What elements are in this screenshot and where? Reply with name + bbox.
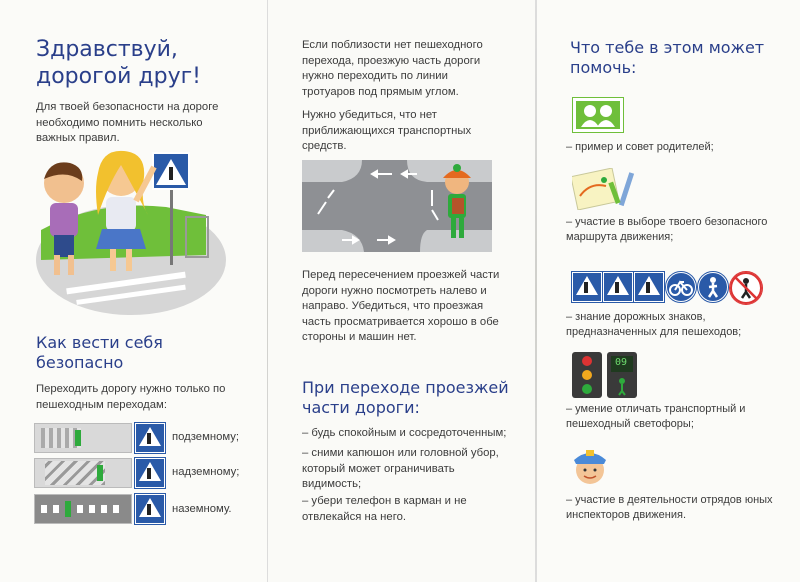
no-crossing-text: Если поблизости нет пешеходного перехода, проезжую часть дороги нужно переходить по линии тротуаров под прямым углом.: [302, 39, 483, 98]
greeting-line-1: Здравствуй,: [36, 37, 178, 62]
parents-icon: [572, 97, 624, 133]
middle-panel: [268, 0, 536, 582]
pedestrian-crossing-sign-icon: [572, 272, 602, 302]
help-item-route: – участие в выборе твоего безопасного маршрута движения;: [566, 216, 768, 243]
route-map-icon: [572, 168, 644, 210]
overpass-sign-icon: [634, 272, 664, 302]
crossing-label-underground: подземному;: [172, 431, 240, 443]
ground-crossing-image: [34, 494, 132, 524]
safety-title-line-2: безопасно: [36, 353, 124, 372]
look-both-ways-text: Перед пересечением проезжей части дороги нужно посмотреть налево и направо. Убедиться, что проезжая часть просматривается хорошо в обе стороны и машин нет.: [302, 269, 500, 343]
overpass-crossing-image: [34, 458, 132, 488]
help-item-lights: – умение отличать транспортный и пешеходный светофоры;: [566, 403, 746, 430]
greeting-title: [36, 36, 201, 90]
crossing-label-ground: наземному.: [172, 503, 232, 515]
crossing-rules-title: [302, 378, 509, 418]
greeting-line-2: дорогой друг!: [36, 64, 201, 89]
road-crossing-illustration: [302, 160, 492, 252]
help-item-signs: – знание дорожных знаков, предназначенных для пешеходов;: [566, 311, 742, 338]
safety-title-line-1: Как вести себя: [36, 333, 163, 352]
help-title-line-2: помочь:: [570, 58, 637, 77]
kids-illustration: [36, 145, 226, 315]
underground-crossing-sign-icon: [135, 423, 165, 453]
rule-bullet-2: – сними капюшон или головной убор, который может ограничивать видимость;: [302, 447, 499, 490]
left-panel: [0, 0, 268, 582]
pedestrian-figure: [65, 501, 71, 517]
crossing-label-overpass: надземному;: [172, 466, 240, 478]
right-panel: [536, 0, 800, 582]
underpass-sign-icon: [603, 272, 633, 302]
help-item-parents: – пример и совет родителей;: [566, 141, 714, 153]
no-pedestrians-sign-icon: [730, 272, 762, 304]
intro-text: Для твоей безопасности на дороге необходимо помнить несколько важных правил.: [36, 101, 219, 144]
safety-section-title: [36, 333, 163, 373]
pedestrian-light-counter: 09: [615, 357, 628, 368]
crossing-rules-title-line-2: части дороги:: [302, 398, 420, 417]
help-item-inspectors: – участие в деятельности отрядов юных инспекторов движения.: [566, 494, 773, 521]
pedestrian-figure: [97, 465, 103, 481]
help-title-line-1: Что тебе в этом может: [570, 38, 765, 57]
rule-bullet-1: – будь спокойным и сосредоточенным;: [302, 427, 507, 439]
pedestrian-path-sign-icon: [698, 272, 728, 302]
ground-crossing-sign-icon: [135, 494, 165, 524]
crossing-rules-title-line-1: При переходе проезжей: [302, 378, 509, 397]
crossing-intro-text: Переходить дорогу нужно только по пешеходным переходам:: [36, 383, 226, 411]
traffic-light-icon: [572, 352, 602, 398]
overpass-crossing-sign-icon: [135, 458, 165, 488]
bicycle-path-sign-icon: [666, 272, 696, 302]
help-title: [570, 38, 764, 78]
check-vehicles-text: Нужно убедиться, что нет приближающихся транспортных средств.: [302, 109, 472, 152]
young-inspector-icon: [570, 446, 610, 488]
pedestrian-figure: [75, 430, 81, 446]
underground-crossing-image: [34, 423, 132, 453]
rule-bullet-3: – убери телефон в карман и не отвлекайся на него.: [302, 495, 467, 523]
